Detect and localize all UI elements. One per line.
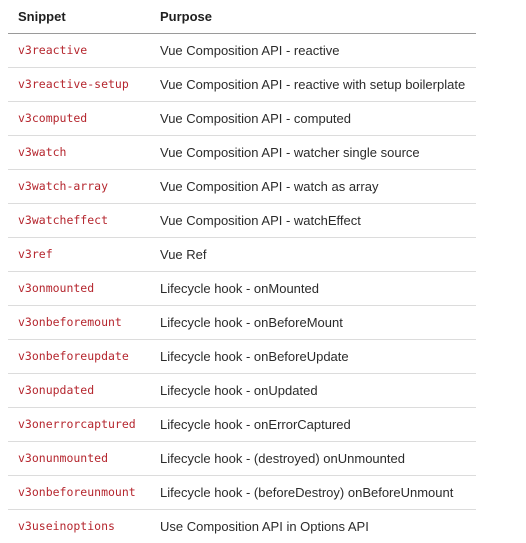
table-row	[8, 407, 476, 441]
table-row	[8, 101, 476, 135]
snippet-cell: v3ref	[8, 237, 150, 271]
table-body	[8, 33, 476, 543]
purpose-cell: Use Composition API in Options API	[160, 518, 369, 534]
table-header	[8, 0, 476, 33]
snippet-cell: v3watcheffect	[8, 203, 150, 237]
table-row	[8, 475, 476, 509]
purpose-cell: Vue Composition API - watchEffect	[150, 203, 476, 237]
table-row	[8, 237, 476, 271]
table-row	[8, 373, 476, 407]
table-row	[8, 509, 476, 543]
snippet-cell: v3onmounted	[8, 271, 150, 305]
purpose-cell: Lifecycle hook - (beforeDestroy) onBeforeUnmount	[150, 475, 476, 509]
table-row	[8, 305, 476, 339]
snippet-cell: v3onbeforeunmount	[8, 475, 150, 509]
table-header-row	[8, 0, 476, 33]
table-row	[8, 203, 476, 237]
snippet-cell: v3useinoptions	[18, 519, 115, 534]
table-row	[8, 339, 476, 373]
purpose-cell: Vue Composition API - watch as array	[150, 169, 476, 203]
purpose-cell: Vue Composition API - reactive with setup boilerplate	[150, 67, 476, 101]
table-row	[8, 33, 476, 67]
snippet-cell: v3reactive	[8, 33, 150, 67]
purpose-cell: Lifecycle hook - onBeforeMount	[150, 305, 476, 339]
table-row	[8, 169, 476, 203]
snippet-cell: v3watch	[8, 135, 150, 169]
table-row	[8, 271, 476, 305]
purpose-cell: Lifecycle hook - (destroyed) onUnmounted	[150, 441, 476, 475]
snippet-cell: v3onunmounted	[8, 441, 150, 475]
snippet-column-header: Snippet	[8, 0, 150, 33]
table-row	[8, 135, 476, 169]
snippets-table	[8, 0, 476, 543]
snippet-cell: v3computed	[8, 101, 150, 135]
purpose-cell: Lifecycle hook - onMounted	[150, 271, 476, 305]
snippet-cell: v3reactive-setup	[8, 67, 150, 101]
purpose-cell: Lifecycle hook - onErrorCaptured	[150, 407, 476, 441]
purpose-cell: Vue Composition API - watcher single source	[150, 135, 476, 169]
table-row	[8, 441, 476, 475]
purpose-cell: Lifecycle hook - onBeforeUpdate	[150, 339, 476, 373]
purpose-cell: Lifecycle hook - onUpdated	[150, 373, 476, 407]
snippet-cell: v3watch-array	[8, 169, 150, 203]
snippet-cell: v3onbeforemount	[8, 305, 150, 339]
purpose-cell: Vue Composition API - computed	[150, 101, 476, 135]
snippet-cell: v3onerrorcaptured	[8, 407, 150, 441]
purpose-cell: Vue Composition API - reactive	[150, 33, 476, 67]
snippet-cell: v3onbeforeupdate	[8, 339, 150, 373]
table-row	[8, 67, 476, 101]
purpose-column-header: Purpose	[150, 0, 476, 33]
purpose-cell: Vue Ref	[150, 237, 476, 271]
snippet-cell: v3onupdated	[8, 373, 150, 407]
